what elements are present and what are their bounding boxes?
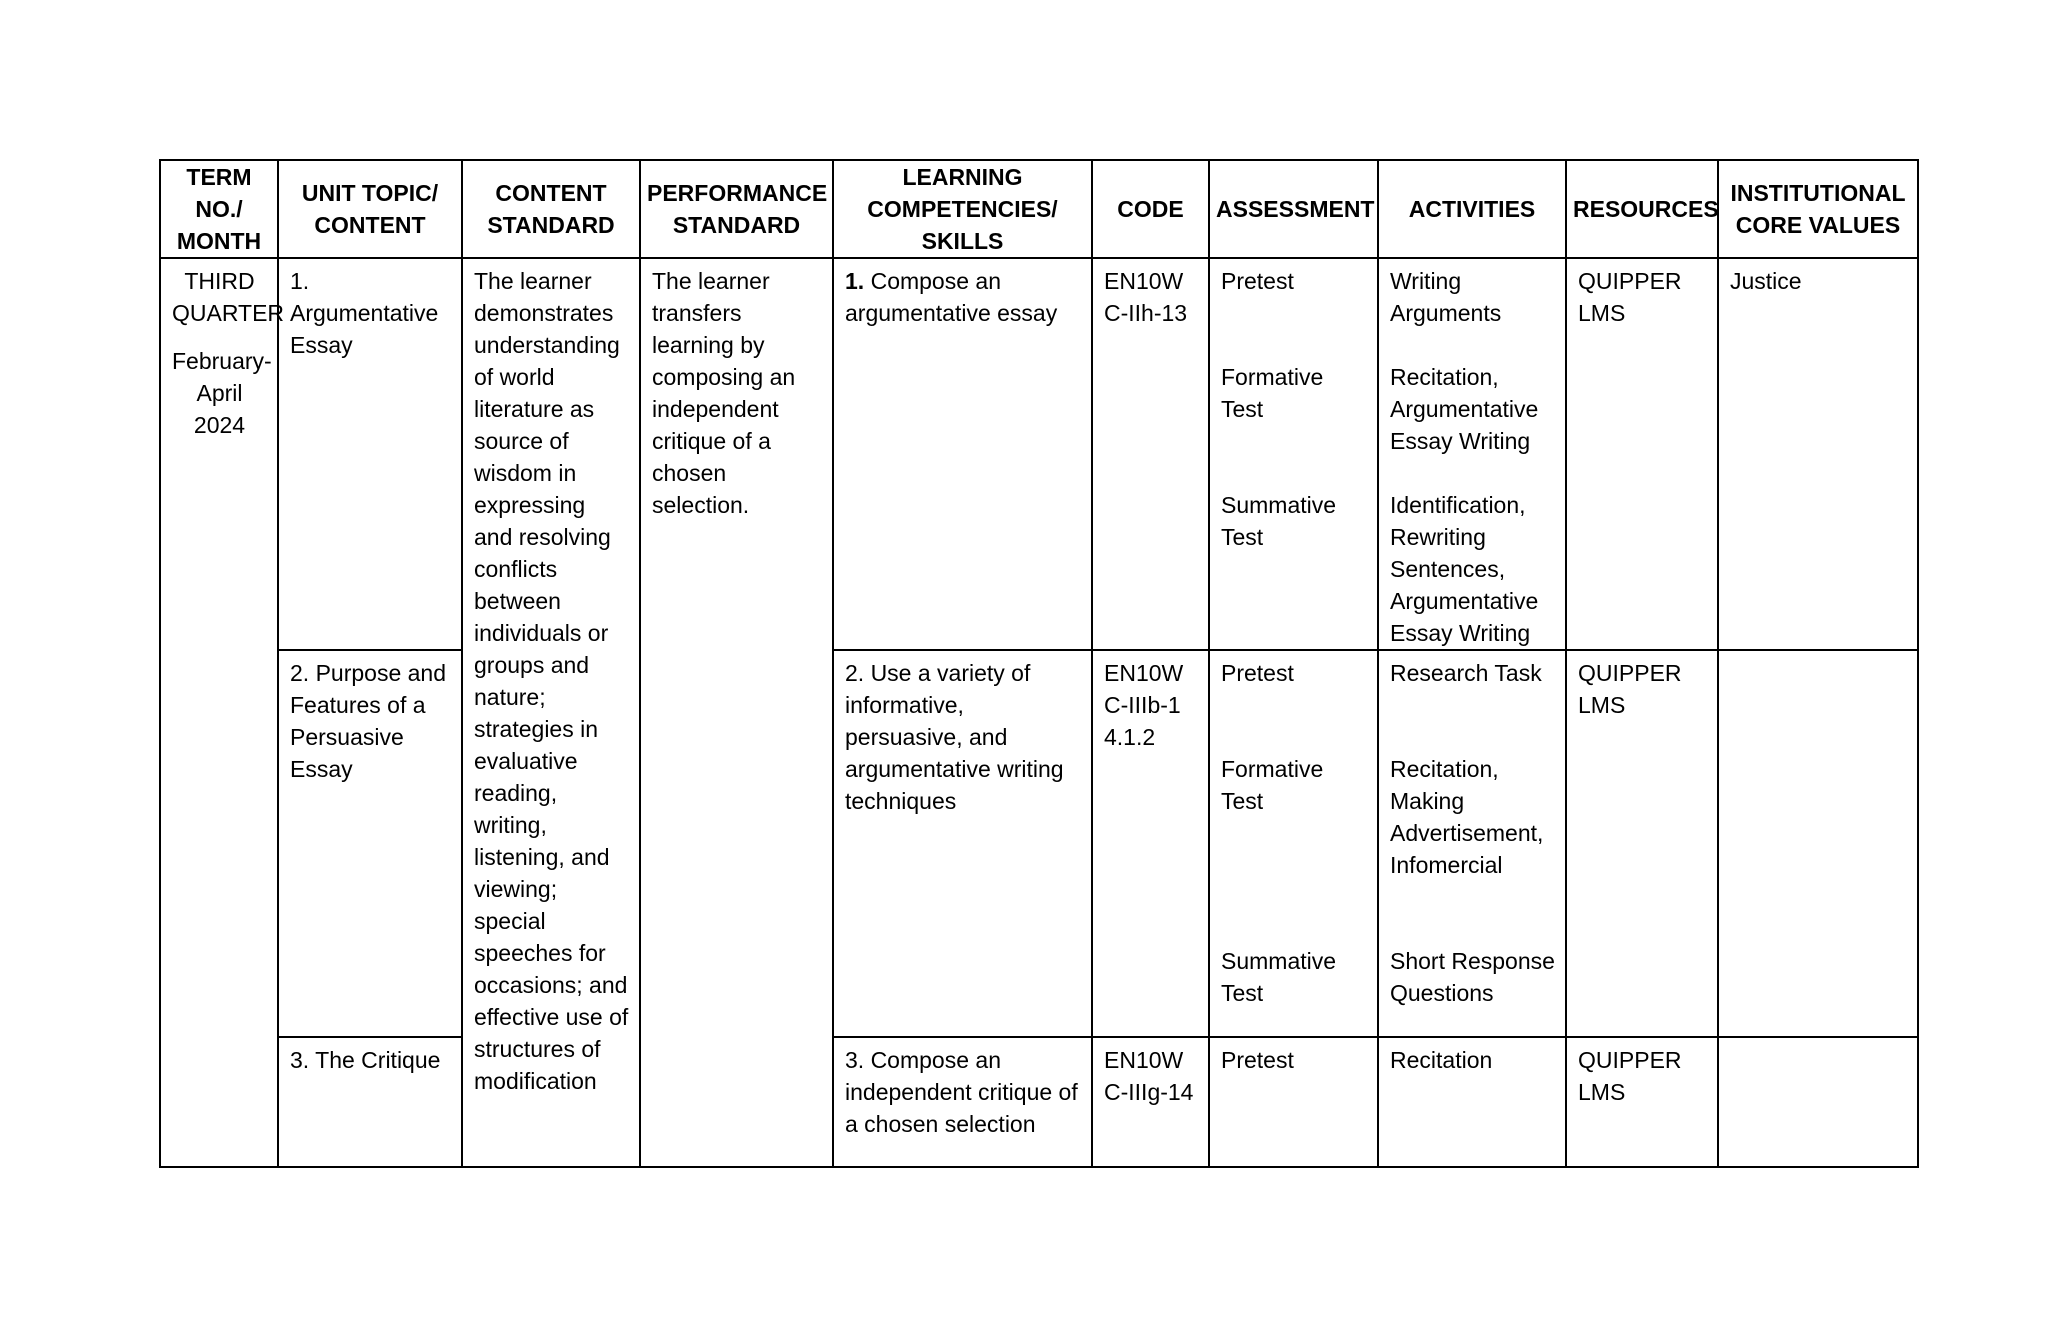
code-cell: EN10WC-IIIb-14.1.2 [1092,650,1209,1037]
header-unit-topic: UNIT TOPIC/ CONTENT [278,160,462,258]
activities-cell [1378,1037,1566,1167]
assessment-cell [1209,650,1378,1037]
code-cell: EN10WC-IIIg-14 [1092,1037,1209,1167]
unit-topic-cell: 2. Purpose and Features of a Persuasive Essay [278,650,462,1037]
competency-cell: 2. Use a variety of informative, persuasive, and argumentative writing techniques [833,650,1092,1037]
header-activities: ACTIVITIES [1378,160,1566,258]
assessment-item: Formative Test [1221,756,1324,814]
performance-standard-cell: The learner transfers learning by composing an independent critique of a chosen selection. [640,258,833,1167]
competency-cell: 3. Compose an independent critique of a chosen selection [833,1037,1092,1167]
core-values-cell [1718,650,1918,1037]
header-core-values: INSTITUTIONAL CORE VALUES [1718,160,1918,258]
resources-cell: QUIPPER LMS [1566,1037,1718,1167]
assessment-cell [1209,1037,1378,1167]
assessment-item: Pretest [1221,268,1294,294]
assessment-item: Pretest [1221,660,1294,686]
activities-cell [1378,650,1566,1037]
activity-item: Recitation [1390,1047,1493,1073]
header-performance-standard: PERFORMANCE STANDARD [640,160,833,258]
unit-topic-cell: 1. Argumentative Essay [278,258,462,650]
code-cell: EN10WC-IIh-13 [1092,258,1209,650]
header-learning-competencies: LEARNING COMPETENCIES/ SKILLS [833,160,1092,258]
term-cell: THIRD QUARTER February- April 2024 [160,258,278,1167]
resources-cell: QUIPPER LMS [1566,258,1718,650]
curriculum-table [159,159,1919,1168]
activity-item: Identification, Rewriting Sentences, Argumentative Essay Writing [1390,492,1539,646]
header-term: TERM NO./ MONTH [160,160,278,258]
activity-item: Writing Arguments [1390,268,1502,326]
activity-item: Recitation, Making Advertisement, Infomercial [1390,756,1544,878]
competency-number: 1. [845,268,865,294]
content-standard-cell: The learner demonstrates understanding of world literature as source of wisdom in expressing and resolving conflicts between individuals or groups and nature; strategies in evaluative reading, writing, listening, and viewing; special speeches for occasions; and effective use of structures of modification [462,258,640,1167]
competency-text: Compose an argumentative essay [845,268,1058,326]
assessment-item: Summative Test [1221,948,1337,1006]
header-row [160,160,1918,258]
header-assessment: ASSESSMENT [1209,160,1378,258]
table-row [160,650,1918,1037]
core-values-cell [1718,1037,1918,1167]
resources-cell: QUIPPER LMS [1566,650,1718,1037]
assessment-item: Formative Test [1221,364,1324,422]
activities-cell [1378,258,1566,650]
activity-item: Research Task [1390,660,1542,686]
table-row [160,1037,1918,1167]
header-code: CODE [1092,160,1209,258]
unit-topic-cell: 3. The Critique [278,1037,462,1167]
table-row [160,258,1918,650]
assessment-item: Summative Test [1221,492,1337,550]
core-values-cell: Justice [1718,258,1918,650]
assessment-cell [1209,258,1378,650]
header-resources: RESOURCES [1566,160,1718,258]
activity-item: Short Response Questions [1390,948,1555,1006]
competency-cell [833,258,1092,650]
assessment-item: Pretest [1221,1047,1294,1073]
header-content-standard: CONTENT STANDARD [462,160,640,258]
activity-item: Recitation, Argumentative Essay Writing [1390,364,1539,454]
